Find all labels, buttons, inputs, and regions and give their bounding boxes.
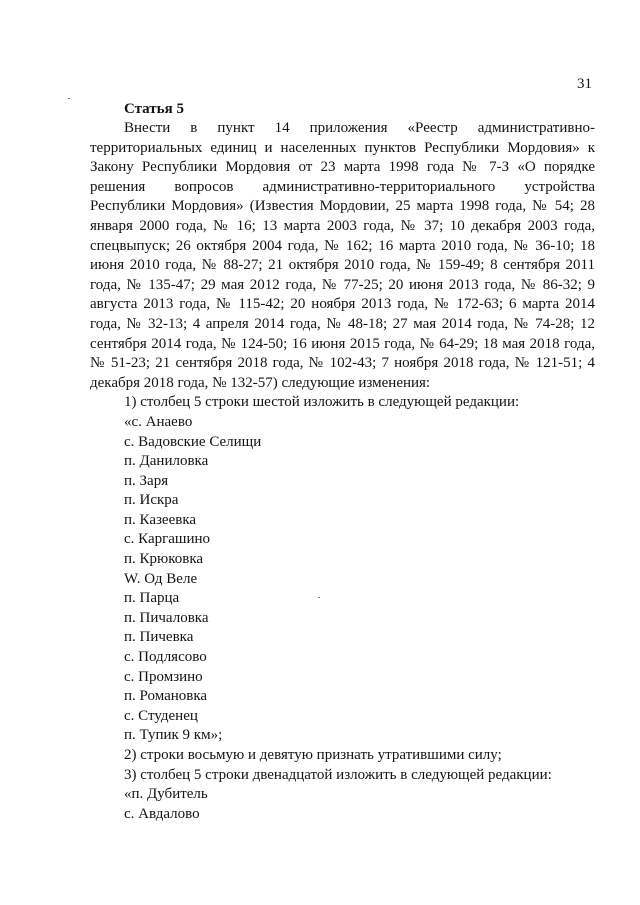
list-item: W. Од Веле <box>124 570 198 587</box>
list-item: «с. Анаево <box>124 413 193 430</box>
list-item: п. Даниловка <box>124 453 209 470</box>
list-item: п. Искра <box>124 492 179 509</box>
list-item: п. Парца <box>124 590 180 607</box>
list-item: п. Пичаловка <box>124 609 209 626</box>
list-item: п. Заря <box>124 472 169 489</box>
amendment-item-3: 3) столбец 5 строки двенадцатой изложить в следующей редакции: <box>124 766 552 783</box>
document-body <box>90 99 595 824</box>
page-number: 31 <box>577 76 592 92</box>
list-item: п. Тупик 9 км»; <box>124 727 223 744</box>
list-item: «п. Дубитель <box>124 786 208 803</box>
list-item: п. Романовка <box>124 688 208 705</box>
settlement-list-2 <box>90 785 595 824</box>
amendment-intro-paragraph: Внести в пункт 14 приложения «Реестр административно-территориальных единиц и населенных пунктов Республики Мордовия» к Закону Республики Мордовия от 23 марта 1998 года № 7-З «О порядке решения вопросов административно-территориального устройства Республики Мордовия» (Известия Мордовии, 25 марта 1998 года, № 54; 28 января 2000 года, № 16; 13 марта 2003 года, № 37; 10 декабря 2003 года, спецвыпуск; 26 октября 2004 года, № 162; 16 марта 2010 года, № 36-10; 18 июня 2010 года, № 88-27; 21 октября 2010 года, № 159-49; 8 сентября 2011 года, № 135-47; 29 мая 2012 года, № 77-25; 20 июня 2013 года, № 86-32; 9 августа 2013 года, № 115-42; 20 ноября 2013 года, № 172-63; 6 марта 2014 года, № 32-13; 4 апреля 2014 года, № 48-18; 27 мая 2014 года, № 74-28; 12 сентября 2014 года, № 124-50; 16 июня 2015 года, № 64-29; 18 мая 2018 года, № 51-23; 21 сентября 2018 года, № 102-43; 7 ноября 2018 года, № 121-51; 4 декабря 2018 года, № 132-57) следующие изменения: <box>90 120 595 391</box>
list-item: с. Авдалово <box>124 805 200 822</box>
amendment-item-1: 1) столбец 5 строки шестой изложить в следующей редакции: <box>124 394 520 411</box>
list-item: с. Промзино <box>124 668 203 685</box>
list-item: с. Подлясово <box>124 649 207 666</box>
list-item: с. Студенец <box>124 707 198 724</box>
scan-speck <box>68 98 70 99</box>
list-item: с. Каргашино <box>124 531 211 548</box>
amendment-item-2: 2) строки восьмую и девятую признать утратившими силу; <box>124 747 502 763</box>
list-item: п. Казеевка <box>124 511 197 528</box>
list-item: п. Крюковка <box>124 551 204 568</box>
list-item: с. Вадовские Селищи <box>124 433 262 450</box>
settlement-list-1 <box>90 413 595 746</box>
article-heading: Статья 5 <box>124 101 184 117</box>
list-item: п. Пичевка <box>124 629 194 646</box>
